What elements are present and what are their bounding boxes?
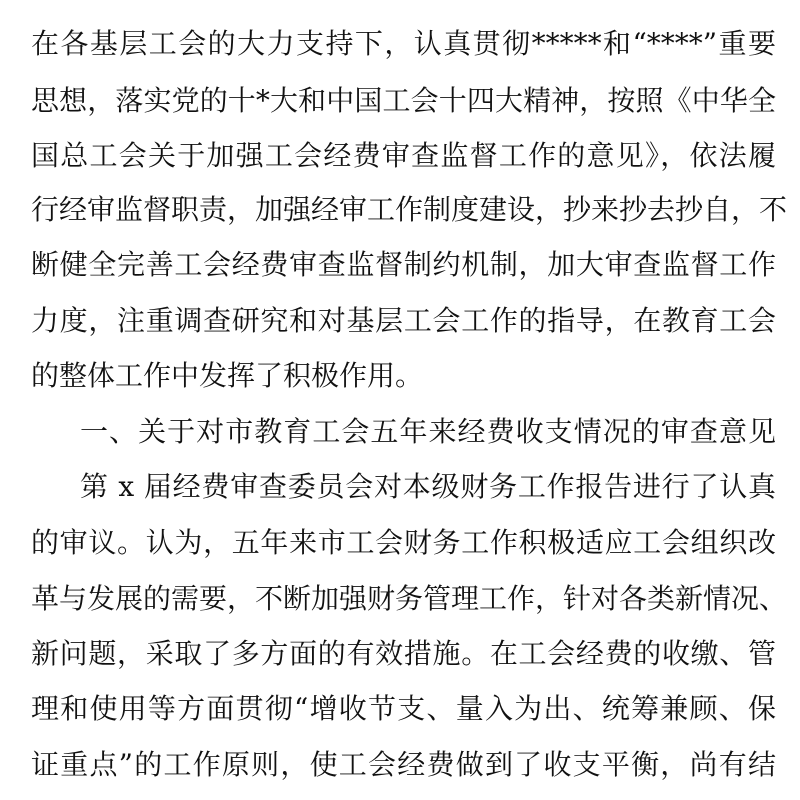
text-line: 革与发展的需要，不断加强财务管理工作，针对各类新情况、 — [31, 582, 788, 615]
text-line: 力度，注重调查研究和对基层工会工作的指导，在教育工会 — [31, 304, 776, 337]
text-line: 第 x 届经费审查委员会对本级财务工作报告进行了认真 — [80, 470, 776, 503]
text-line: 行经审监督职责，加强经审工作制度建设，抄来抄去抄自，不 — [31, 193, 788, 226]
text-line: 的整体工作中发挥了积极作用。 — [31, 359, 424, 392]
text-line: 的审议。认为，五年来市工会财务工作积极适应工会组织改 — [31, 526, 776, 559]
text-line: 思想，落实党的十*大和中国工会十四大精神，按照《中华全 — [31, 84, 776, 117]
text-line: 断健全完善工会经费审查监督制约机制，加大审查监督工作 — [31, 248, 776, 281]
text-line: 在各基层工会的大力支持下，认真贯彻*****和“****”重要 — [31, 27, 776, 60]
text-line: 新问题，采取了多方面的有效措施。在工会经费的收缴、管 — [31, 637, 776, 670]
text-line: 证重点”的工作原则，使工会经费做到了收支平衡，尚有结 — [31, 748, 776, 781]
section-heading: 一、关于对市教育工会五年来经费收支情况的审查意见 — [80, 415, 776, 448]
text-line: 理和使用等方面贯彻“增收节支、量入为出、统筹兼顾、保 — [31, 692, 776, 725]
text-line: 国总工会关于加强工会经费审查监督工作的意见》，依法履 — [31, 139, 776, 172]
